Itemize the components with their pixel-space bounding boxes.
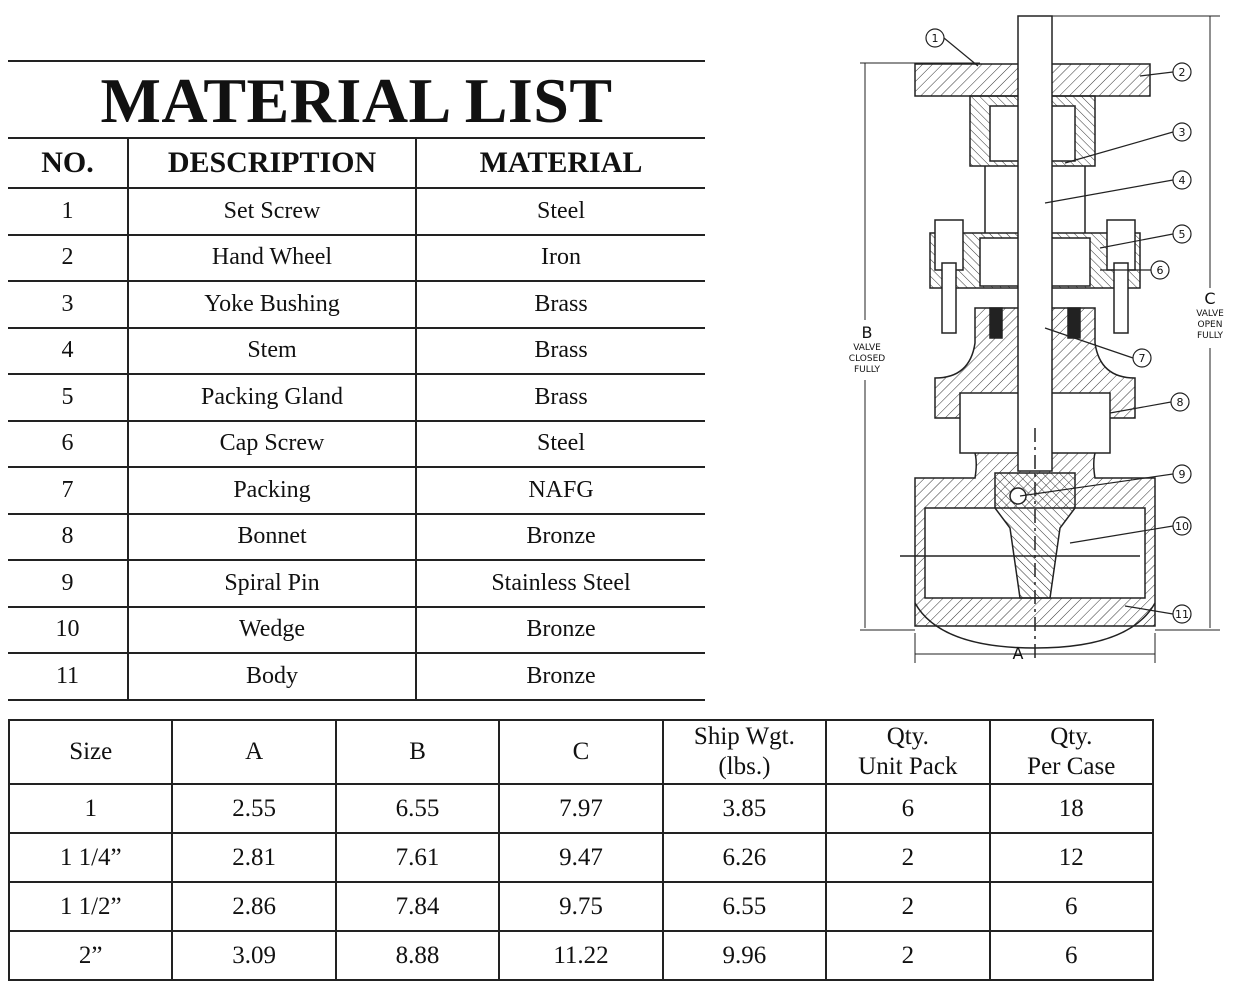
svg-text:1: 1 [931, 32, 939, 45]
material-description: Wedge [128, 607, 416, 654]
svg-text:FULLY: FULLY [1196, 331, 1224, 341]
svg-text:7: 7 [1138, 352, 1146, 365]
size-cell: 2 [826, 833, 989, 882]
svg-text:VALVE: VALVE [853, 343, 881, 353]
size-cell: 11.22 [499, 931, 662, 980]
header-description: DESCRIPTION [128, 139, 416, 188]
svg-text:5: 5 [1178, 228, 1186, 241]
size-cell: 6 [826, 784, 989, 833]
size-cell: 18 [990, 784, 1153, 833]
material-material: Brass [416, 374, 705, 421]
size-cell: 1 1/2” [9, 882, 172, 931]
material-description: Cap Screw [128, 421, 416, 468]
size-cell: 2.81 [172, 833, 335, 882]
material-material: NAFG [416, 467, 705, 514]
size-row [9, 931, 1153, 980]
material-description: Stem [128, 328, 416, 375]
material-no: 11 [8, 653, 128, 700]
material-no: 1 [8, 188, 128, 235]
material-list-title: MATERIAL LIST [8, 60, 705, 139]
material-row [8, 281, 705, 328]
svg-text:8: 8 [1176, 396, 1184, 409]
size-cell: 2.55 [172, 784, 335, 833]
material-row [8, 188, 705, 235]
size-cell: 7.61 [336, 833, 499, 882]
size-cell: 7.97 [499, 784, 662, 833]
material-material: Bronze [416, 514, 705, 561]
size-row [9, 882, 1153, 931]
material-no: 8 [8, 514, 128, 561]
size-cell: 2.86 [172, 882, 335, 931]
size-cell: 6 [990, 931, 1153, 980]
material-row [8, 560, 705, 607]
svg-text:OPEN: OPEN [1197, 320, 1223, 330]
size-cell: 2 [826, 931, 989, 980]
material-row [8, 235, 705, 282]
size-cell: 9.96 [663, 931, 826, 980]
size-header-cell: C [499, 720, 662, 784]
material-material: Bronze [416, 607, 705, 654]
material-material: Iron [416, 235, 705, 282]
dim-a-label: A [1012, 644, 1024, 663]
material-no: 5 [8, 374, 128, 421]
size-header-cell: Qty. Per Case [990, 720, 1153, 784]
material-no: 10 [8, 607, 128, 654]
size-cell: 6.55 [663, 882, 826, 931]
material-row [8, 467, 705, 514]
material-description: Hand Wheel [128, 235, 416, 282]
svg-text:CLOSED: CLOSED [848, 354, 886, 364]
material-row [8, 421, 705, 468]
material-description: Set Screw [128, 188, 416, 235]
material-table [8, 139, 705, 701]
svg-text:VALVE: VALVE [1196, 309, 1224, 319]
material-row [8, 653, 705, 700]
callout-1 [926, 29, 978, 66]
stem [1018, 16, 1052, 471]
size-cell: 1 [9, 784, 172, 833]
material-row [8, 328, 705, 375]
material-material: Steel [416, 188, 705, 235]
size-header-cell: A [172, 720, 335, 784]
svg-text:6: 6 [1156, 264, 1164, 277]
material-description: Yoke Bushing [128, 281, 416, 328]
material-row [8, 374, 705, 421]
material-row [8, 514, 705, 561]
material-description: Bonnet [128, 514, 416, 561]
size-cell: 3.09 [172, 931, 335, 980]
size-cell: 9.75 [499, 882, 662, 931]
material-description: Body [128, 653, 416, 700]
material-description: Packing Gland [128, 374, 416, 421]
size-cell: 2” [9, 931, 172, 980]
material-no: 3 [8, 281, 128, 328]
size-cell: 2 [826, 882, 989, 931]
size-cell: 3.85 [663, 784, 826, 833]
size-cell: 9.47 [499, 833, 662, 882]
dim-b-label: B [861, 323, 873, 342]
size-row [9, 784, 1153, 833]
svg-text:FULLY: FULLY [853, 365, 881, 375]
size-header-cell: B [336, 720, 499, 784]
size-row [9, 833, 1153, 882]
material-material: Stainless Steel [416, 560, 705, 607]
material-no: 6 [8, 421, 128, 468]
material-material: Brass [416, 281, 705, 328]
dim-c-label: C [1204, 289, 1216, 308]
svg-text:4: 4 [1178, 174, 1186, 187]
material-no: 7 [8, 467, 128, 514]
gate-valve-drawing [840, 8, 1233, 673]
material-no: 4 [8, 328, 128, 375]
svg-text:10: 10 [1175, 520, 1189, 533]
header-material: MATERIAL [416, 139, 705, 188]
material-header-row [8, 139, 705, 188]
size-cell: 6.55 [336, 784, 499, 833]
material-list [8, 60, 705, 701]
material-no: 2 [8, 235, 128, 282]
svg-text:9: 9 [1178, 468, 1186, 481]
material-material: Steel [416, 421, 705, 468]
svg-text:2: 2 [1178, 66, 1186, 79]
size-header-cell: Size [9, 720, 172, 784]
svg-text:11: 11 [1175, 608, 1189, 621]
callout-4 [1045, 171, 1191, 203]
size-cell: 6 [990, 882, 1153, 931]
material-description: Packing [128, 467, 416, 514]
size-header-cell: Ship Wgt. (lbs.) [663, 720, 826, 784]
size-header-cell: Qty. Unit Pack [826, 720, 989, 784]
size-header-row [9, 720, 1153, 784]
header-no: NO. [8, 139, 128, 188]
material-row [8, 607, 705, 654]
material-material: Brass [416, 328, 705, 375]
size-cell: 8.88 [336, 931, 499, 980]
size-cell: 12 [990, 833, 1153, 882]
size-cell: 7.84 [336, 882, 499, 931]
svg-text:3: 3 [1178, 126, 1186, 139]
size-cell: 6.26 [663, 833, 826, 882]
size-cell: 1 1/4” [9, 833, 172, 882]
material-description: Spiral Pin [128, 560, 416, 607]
material-no: 9 [8, 560, 128, 607]
material-material: Bronze [416, 653, 705, 700]
size-table [8, 719, 1154, 981]
